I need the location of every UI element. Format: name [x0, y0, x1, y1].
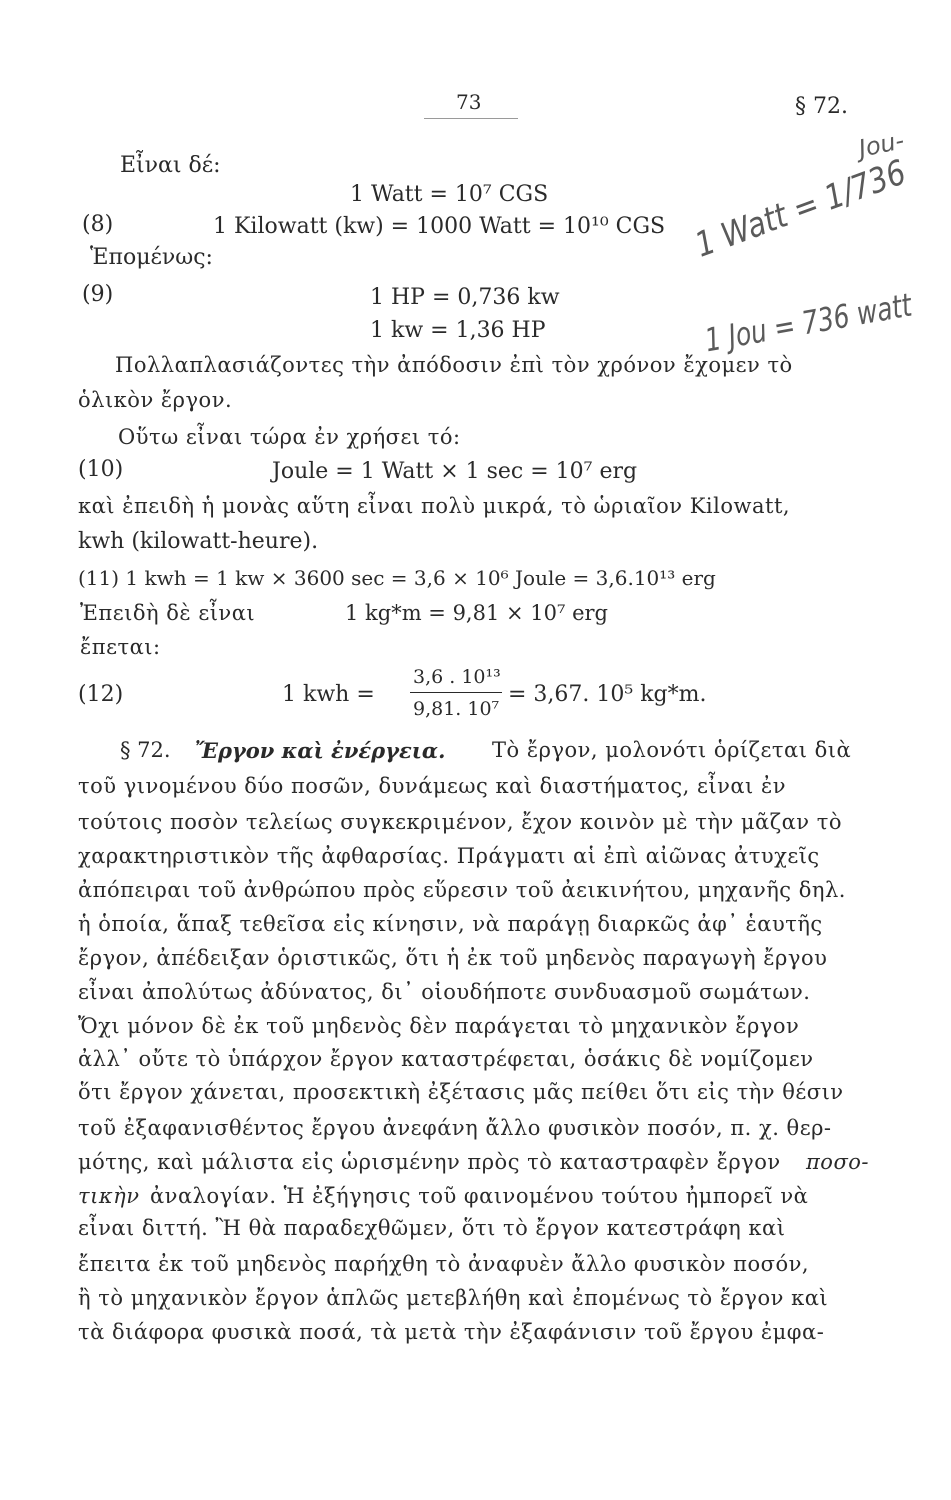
- paragraph-line-4: χαρακτηριστικὸν τῆς ἀφθαρσίας. Πράγματι αἱ ἐπὶ αἰῶνας ἀτυχεῖς: [78, 844, 820, 868]
- paragraph-line-10: ἀλλ᾽ οὔτε τὸ ὑπάρχον ἔργον καταστρέφεται, ὁσάκις δὲ νομίζομεν: [78, 1047, 814, 1071]
- paragraph-line-13-italic: ποσο-: [806, 1150, 870, 1174]
- paragraph-line-13: μότης, καὶ μάλιστα εἰς ὡρισμένην πρὸς τὸ καταστραφὲν ἔργον: [78, 1150, 781, 1174]
- line-8: ὁλικὸν ἔργον.: [78, 388, 233, 412]
- line-7: Πολλαπλασιάζοντες τὴν ἀπόδοσιν ἐπὶ τὸν χρόνον ἔχομεν τὸ: [115, 353, 793, 377]
- paragraph-line-14-italic: τικὴν: [78, 1184, 140, 1208]
- line-14-text: Ἐπειδὴ δὲ εἶναι: [80, 601, 256, 625]
- equation-12-rhs: = 3,67. 10⁵ kg*m.: [508, 682, 707, 707]
- paragraph-line-17: ἢ τὸ μηχανικὸν ἔργον ἁπλῶς μετεβλήθη καὶ ἐπομένως τὸ ἔργον καὶ: [78, 1286, 829, 1310]
- paragraph-line-14: ἀναλογίαν. Ἡ ἐξήγησις τοῦ φαινομένου τούτου ἠμπορεῖ νὰ: [150, 1184, 809, 1208]
- equation-joule: Joule = 1 Watt × 1 sec = 10⁷ erg: [272, 459, 638, 484]
- line-11: καὶ ἐπειδὴ ἡ μονὰς αὕτη εἶναι πολὺ μικρά, τὸ ὡριαῖον Kilowatt,: [78, 494, 791, 518]
- line-9: Οὕτω εἶναι τώρα ἐν χρήσει τό:: [118, 425, 461, 449]
- header-section: § 72.: [795, 94, 848, 119]
- eq-number-10: (10): [78, 457, 124, 482]
- handwritten-note-2: 1 Watt = 1/736: [690, 152, 912, 266]
- fraction-bar: [410, 692, 502, 693]
- paragraph-line-3: τούτοις ποσὸν τελείως συγκεκριμένον, ἔχον κοινὸν μὲ τὴν μᾶζαν τὸ: [78, 810, 842, 834]
- equation-kgm: 1 kg*m = 9,81 × 10⁷ erg: [345, 601, 608, 625]
- equation-kw: 1 kw = 1,36 HP: [370, 318, 546, 343]
- line-1: Εἶναι δέ:: [120, 153, 221, 178]
- paragraph-line-11: ὅτι ἔργον χάνεται, προσεκτικὴ ἐξέτασις μᾶς πείθει ὅτι εἰς τὴν θέσιν: [78, 1080, 844, 1104]
- equation-12-lhs: 1 kwh =: [282, 682, 375, 707]
- paragraph-line-9: Ὄχι μόνον δὲ ἐκ τοῦ μηδενὸς δὲν παράγεται τὸ μηχανικὸν ἔργον: [78, 1014, 800, 1038]
- eq-number-8: (8): [82, 212, 114, 237]
- handwritten-note-1: Jou-: [856, 126, 907, 163]
- line-12: kwh (kilowatt-heure).: [78, 529, 319, 554]
- paragraph-line-12: τοῦ ἐξαφανισθέντος ἔργου ἀνεφάνη ἄλλο φυσικὸν ποσόν, π. χ. θερ-: [78, 1116, 832, 1140]
- section-title: Ἔργον καὶ ἐνέργεια.: [195, 738, 446, 763]
- paragraph-line-8: εἶναι ἀπολύτως ἀδύνατος, δι᾽ οἱουδήποτε συνδυασμοῦ σωμάτων.: [78, 980, 811, 1004]
- eq-number-9: (9): [82, 282, 114, 307]
- paragraph-line-7: ἔργον, ἀπέδειξαν ὁριστικῶς, ὅτι ἡ ἐκ τοῦ μηδενὸς παραγωγὴ ἔργου: [78, 946, 828, 970]
- paragraph-line-18: τὰ διάφορα φυσικὰ ποσά, τὰ μετὰ τὴν ἐξαφάνισιν τοῦ ἔργου ἐμφα-: [78, 1320, 825, 1344]
- fraction-denominator: 9,81. 10⁷: [413, 698, 500, 720]
- paragraph-line-15: εἶναι διττή. Ἢ θὰ παραδεχθῶμεν, ὅτι τὸ ἔργον κατεστράφη καὶ: [78, 1216, 786, 1240]
- equation-hp: 1 HP = 0,736 kw: [370, 285, 560, 310]
- header-rule: [424, 118, 518, 119]
- page-number: 73: [456, 90, 482, 114]
- section-mark: § 72.: [120, 738, 171, 762]
- equation-kilowatt: 1 Kilowatt (kw) = 1000 Watt = 10¹⁰ CGS: [213, 214, 666, 239]
- paragraph-line-16: ἔπειτα ἐκ τοῦ μηδενὸς παρήχθη τὸ ἀναφυὲν ἄλλο φυσικὸν ποσόν,: [78, 1252, 810, 1276]
- fraction-numerator: 3,6 . 10¹³: [413, 666, 501, 688]
- paragraph-line-2: τοῦ γινομένου δύο ποσῶν, δυνάμεως καὶ διαστήματος, εἶναι ἐν: [78, 774, 786, 798]
- paragraph-line-1: Τὸ ἔργον, μολονότι ὁρίζεται διὰ: [492, 738, 852, 762]
- eq-number-12: (12): [78, 682, 124, 707]
- line-15: ἔπεται:: [80, 635, 161, 659]
- paragraph-line-5: ἀπόπειραι τοῦ ἀνθρώπου πρὸς εὕρεσιν τοῦ ἀεικινήτου, μηχανῆς δηλ.: [78, 878, 846, 902]
- line-epomenos: Ἑπομένως:: [90, 245, 213, 270]
- handwritten-note-3: 1 Jou = 736 watt: [702, 285, 915, 360]
- equation-watt: 1 Watt = 10⁷ CGS: [350, 182, 549, 207]
- paragraph-line-6: ἡ ὁποία, ἅπαξ τεθεῖσα εἰς κίνησιν, νὰ παράγῃ διαρκῶς ἀφ᾽ ἑαυτῆς: [78, 912, 823, 936]
- equation-kwh: (11) 1 kwh = 1 kw × 3600 sec = 3,6 × 10⁶ Joule = 3,6.10¹³ erg: [78, 566, 716, 590]
